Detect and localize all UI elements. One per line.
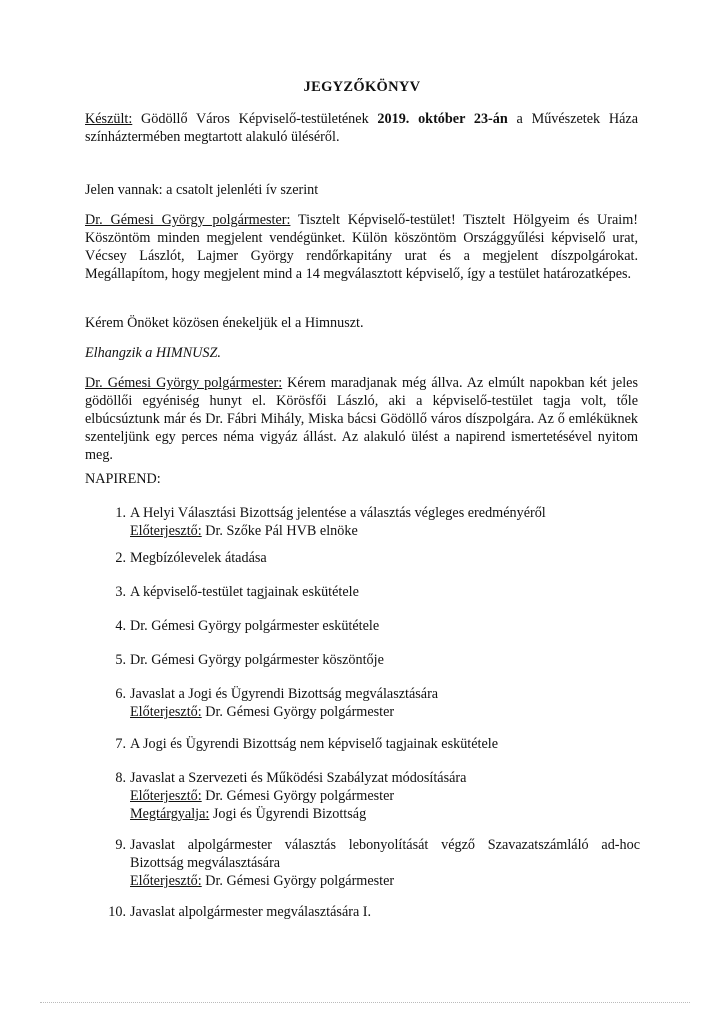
document-title: JEGYZŐKÖNYV <box>303 79 421 95</box>
agenda-number: 7. <box>115 736 126 752</box>
hymn-request: Kérem Önöket közösen énekeljük el a Himnuszt. <box>85 315 364 331</box>
agenda-title: Javaslat a Jogi és Ügyrendi Bizottság megválasztására <box>130 686 439 702</box>
sub-label: Előterjesztő: <box>130 788 202 804</box>
sub-label: Előterjesztő: <box>130 873 202 889</box>
sub-value: Jogi és Ügyrendi Bizottság <box>209 806 367 822</box>
present-line: Jelen vannak: a csatolt jelenléti ív szerint <box>85 182 319 198</box>
agenda-heading: NAPIREND: <box>85 471 161 487</box>
speech-text: Kérem maradjanak még állva. Az elmúlt napokban két jeles gödöllői egyéniség hunyt el. Körösfői László, aki a képviselő-testület tagja volt, tőle elbúcsúztunk már és Dr. Fábri Mihály, Miska bácsi Gödöllő város díszpolgára. Az ő emléküknek szenteljünk egy perces néma vigyáz állást. Az alakuló ülést a napirend ismertetésével nyitom meg. <box>85 375 638 463</box>
meeting-date: 2019. október 23-án <box>377 111 508 127</box>
made-text-1: Gödöllő Város Képviselő-testületének <box>132 111 378 127</box>
speech-1 <box>85 211 638 283</box>
agenda-title: Dr. Gémesi György polgármester köszöntője <box>130 652 384 668</box>
speech-2 <box>85 374 638 464</box>
speech-text: Tisztelt Képviselő-testület! Tisztelt Hölgyeim és Uraim! Köszöntöm minden megjelent vendégünket. Külön köszöntöm Országgyűlési képviselő urat, Vécsey Lászlót, Lajmer György rendőrkapitány urat és a megjelent díszpolgárokat. Megállapítom, hogy megjelent mind a 14 megválasztott képviselő, így a testület határozatképes. <box>85 212 638 282</box>
intro-paragraph <box>85 110 638 146</box>
speaker-label: Dr. Gémesi György polgármester: <box>85 212 291 228</box>
agenda-number: 6. <box>115 686 126 702</box>
agenda-sub <box>130 805 640 823</box>
agenda-title: A képviselő-testület tagjainak eskütétele <box>130 584 359 600</box>
agenda-title: Megbízólevelek átadása <box>130 550 267 566</box>
speaker-label: Dr. Gémesi György polgármester: <box>85 375 283 391</box>
agenda-title: A Helyi Választási Bizottság jelentése a választás végleges eredményéről <box>130 505 546 521</box>
agenda-number: 9. <box>115 837 126 853</box>
agenda-sub <box>130 703 640 721</box>
scan-edge-divider <box>40 1002 690 1003</box>
sub-label: Előterjesztő: <box>130 704 202 720</box>
agenda-title: A Jogi és Ügyrendi Bizottság nem képviselő tagjainak eskütétele <box>130 736 499 752</box>
hymn-note: Elhangzik a HIMNUSZ. <box>85 345 221 361</box>
agenda-number: 3. <box>115 584 126 600</box>
agenda-title: Dr. Gémesi György polgármester eskütétele <box>130 618 380 634</box>
agenda-sub <box>130 872 640 890</box>
sub-value: Dr. Gémesi György polgármester <box>201 873 395 889</box>
sub-label: Előterjesztő: <box>130 523 202 539</box>
agenda-number: 2. <box>115 550 126 566</box>
agenda-number: 10. <box>108 904 126 920</box>
agenda-number: 4. <box>115 618 126 634</box>
agenda-number: 5. <box>115 652 126 668</box>
agenda-sub <box>130 522 640 540</box>
agenda-number: 1. <box>115 505 126 521</box>
agenda-title: Javaslat alpolgármester választás lebonyolítását végző Szavazatszámláló ad-hoc Bizottság megválasztására <box>130 837 640 871</box>
agenda-sub <box>130 787 640 805</box>
made-label: Készült: <box>85 111 133 127</box>
sub-value: Dr. Gémesi György polgármester <box>201 704 395 720</box>
sub-value: Dr. Szőke Pál HVB elnöke <box>201 523 358 539</box>
made-text-2: a Művészetek Háza színháztermében megtartott alakuló üléséről. <box>85 111 639 145</box>
agenda-number: 8. <box>115 770 126 786</box>
agenda-title: Javaslat alpolgármester megválasztására I. <box>130 904 372 920</box>
agenda-title: Javaslat a Szervezeti és Működési Szabályzat módosítására <box>130 770 467 786</box>
sub-label: Megtárgyalja: <box>130 806 210 822</box>
sub-value: Dr. Gémesi György polgármester <box>201 788 395 804</box>
